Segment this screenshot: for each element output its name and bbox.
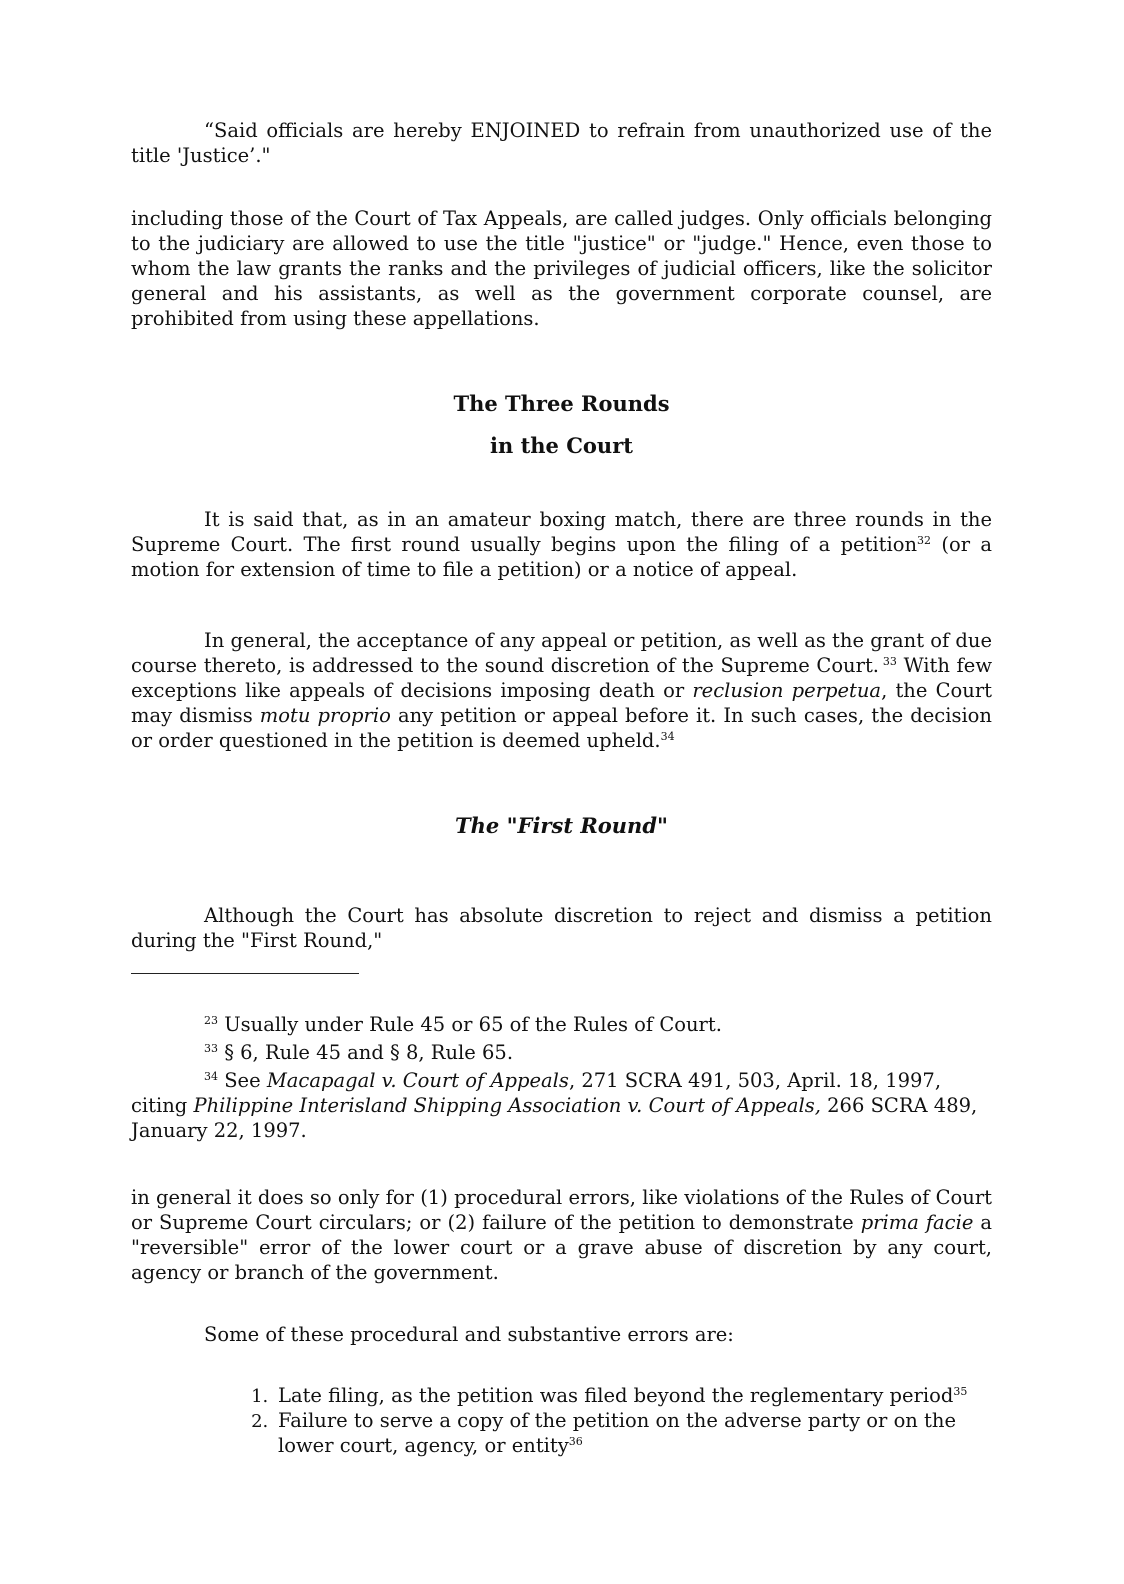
- paragraph-discretion-text-2: With few exceptions like appeals of decisions imposing death or: [131, 654, 993, 702]
- list-item: [274, 1408, 992, 1458]
- section-heading-first-round: The "First Round": [455, 813, 668, 838]
- paragraph-some-errors-text: Some of these procedural and substantive errors are:: [204, 1323, 734, 1346]
- case-name-macapagal: Macapagal v. Court of Appeals: [266, 1069, 569, 1092]
- footnote-text: 266 SCRA 489, January 22, 1997.: [131, 1094, 978, 1142]
- footnote-ref-35: 35: [953, 1385, 968, 1398]
- paragraph-judges-text: including those of the Court of Tax Appeals, are called judges. Only officials belonging to the judiciary are allowed to use the title "justice" or "judge." Hence, even those to whom the law grants the ranks and the privileges of judicial officers, like the solicitor general and his assistants, as well as the government corporate counsel, are prohibited from using these appellations.: [131, 207, 992, 330]
- paragraph-although-text: Although the Court has absolute discretion to reject and dismiss a petition during the "First Round,": [131, 904, 992, 952]
- paragraph-three-rounds: [131, 507, 992, 582]
- list-item-text: Failure to serve a copy of the petition on the adverse party or on the lower court, agency, or entity: [278, 1409, 956, 1457]
- footnote-mark: 33: [204, 1042, 218, 1055]
- footnote-mark: 34: [204, 1070, 218, 1083]
- footnote-text: See: [218, 1069, 267, 1092]
- paragraph-three-rounds-text-1: It is said that, as in an amateur boxing match, there are three rounds in the Supreme Court. The first round usually begins upon the filing of a petition: [131, 508, 992, 556]
- paragraph-discretion: [131, 628, 992, 753]
- list-item-text: Late filing, as the petition was filed beyond the reglementary period: [278, 1384, 954, 1407]
- term-motu-proprio: motu proprio: [259, 704, 391, 727]
- paragraph-discretion-text-1: In general, the acceptance of any appeal or petition, as well as the grant of due course thereto, is addressed to the sound discretion of the Supreme Court.: [131, 629, 992, 677]
- footnote-ref-36: 36: [568, 1435, 583, 1448]
- paragraph-errors-text-1: in general it does so only for (1) procedural errors, like violations of the Rules of Court or Supreme Court circulars; or (2) failure of the petition to demonstrate: [131, 1186, 992, 1234]
- quoted-order-text: “Said officials are hereby ENJOINED to refrain from unauthorized use of the title 'Justice’.": [131, 119, 992, 167]
- section-heading-line-1: The Three Rounds: [453, 391, 670, 416]
- section-heading-line-2: in the Court: [490, 433, 633, 458]
- footnote-23: [131, 1012, 992, 1037]
- paragraph-errors: [131, 1185, 992, 1285]
- paragraph-some-errors: [131, 1322, 992, 1347]
- footnote-34: [131, 1068, 992, 1143]
- footnote-separator: [131, 973, 359, 974]
- paragraph-discretion-text-4: any petition or appeal before it. In such cases, the decision or order questioned in the petition is deemed upheld.: [131, 704, 992, 752]
- paragraph-errors-text-2: a "reversible" error of the lower court or a grave abuse of discretion by any court, agency or branch of the government.: [131, 1211, 993, 1284]
- footnote-ref-34: 34: [660, 730, 675, 743]
- footnote-text: § 6, Rule 45 and § 8, Rule 65.: [218, 1041, 514, 1064]
- quoted-order: [131, 118, 992, 168]
- footnote-ref-32: 32: [917, 534, 932, 547]
- footnote-text: , 271 SCRA 491, 503, April. 18, 1997, citing: [131, 1069, 942, 1117]
- footnote-text: Usually under Rule 45 or 65 of the Rules of Court.: [218, 1013, 722, 1036]
- errors-list: [131, 1383, 992, 1458]
- section-heading-three-rounds: [131, 383, 992, 467]
- list-item: [274, 1383, 992, 1408]
- term-prima-facie: prima facie: [860, 1211, 974, 1234]
- footnotes: [131, 1012, 992, 1143]
- footnote-ref-33: 33: [878, 655, 897, 668]
- footnote-mark: 23: [204, 1014, 218, 1027]
- footnote-33: [131, 1040, 992, 1065]
- term-reclusion-perpetua: reclusion perpetua: [692, 679, 882, 702]
- paragraph-judges: [131, 206, 992, 331]
- paragraph-discretion-text-3: , the Court may dismiss: [131, 679, 992, 727]
- case-name-philippine-interisland: Philippine Interisland Shipping Association v. Court of Appeals,: [193, 1094, 821, 1117]
- paragraph-although: [131, 903, 992, 953]
- paragraph-three-rounds-text-2: (or a motion for extension of time to file a petition) or a notice of appeal.: [131, 533, 992, 581]
